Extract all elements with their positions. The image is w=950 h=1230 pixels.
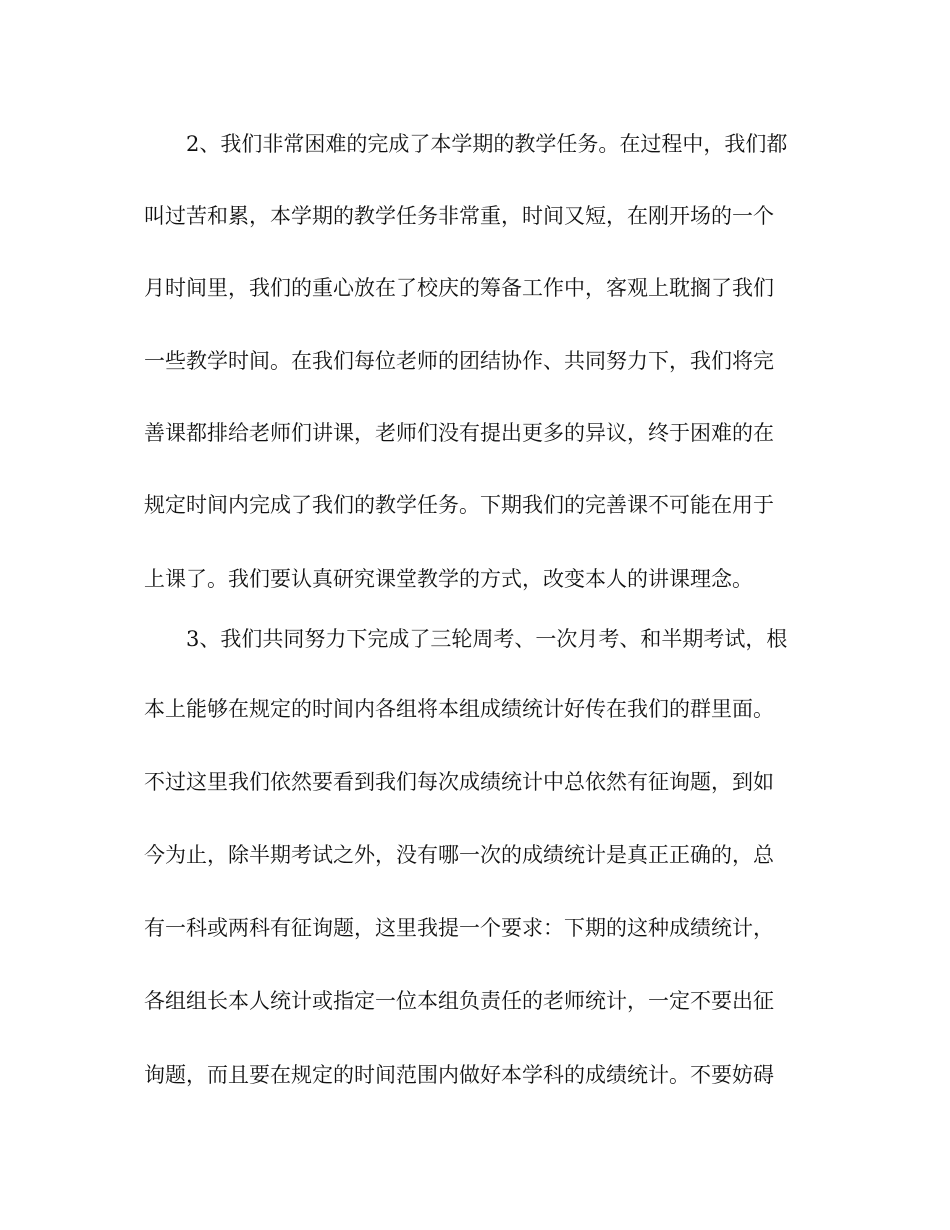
- text-line-4: 一些教学时间。在我们每位老师的团结协作、共同努力下，我们将完: [144, 349, 774, 373]
- text-line-5: 善课都排给老师们讲课，老师们没有提出更多的异议，终于困难的在: [144, 421, 774, 445]
- text-line-1: 2、我们非常困难的完成了本学期的教学任务。在过程中，我们都: [186, 132, 788, 156]
- text-line-14: 询题，而且要在规定的时间范围内做好本学科的成绩统计。不要妨碍: [144, 1063, 774, 1087]
- text-line-9: 本上能够在规定的时间内各组将本组成绩统计好传在我们的群里面。: [144, 697, 774, 721]
- text-line-7: 上课了。我们要认真研究课堂教学的方式，改变本人的讲课理念。: [144, 567, 753, 591]
- text-line-11: 今为止，除半期考试之外，没有哪一次的成绩统计是真正正确的，总: [144, 843, 774, 867]
- text-line-10: 不过这里我们依然要看到我们每次成绩统计中总依然有征询题，到如: [144, 770, 774, 794]
- text-line-8: 3、我们共同努力下完成了三轮周考、一次月考、和半期考试，根: [186, 627, 788, 651]
- text-line-2: 叫过苦和累，本学期的教学任务非常重，时间又短，在刚开场的一个: [144, 204, 774, 228]
- text-line-6: 规定时间内完成了我们的教学任务。下期我们的完善课不可能在用于: [144, 493, 774, 517]
- text-line-13: 各组组长本人统计或指定一位本组负责任的老师统计，一定不要出征: [144, 989, 774, 1013]
- text-line-12: 有一科或两科有征询题，这里我提一个要求：下期的这种成绩统计，: [144, 916, 774, 940]
- text-line-3: 月时间里，我们的重心放在了校庆的筹备工作中，客观上耽搁了我们: [144, 276, 774, 300]
